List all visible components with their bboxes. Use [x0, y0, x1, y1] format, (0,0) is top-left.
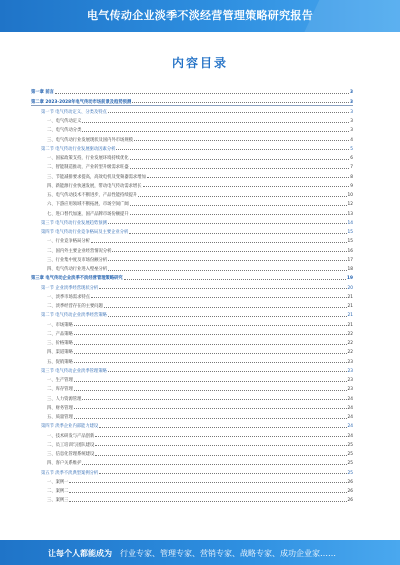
- toc-entry-page: 24: [347, 405, 353, 411]
- toc-entry-page: 3: [350, 99, 353, 105]
- toc-entry-title: 第一节 企业淡季经营现状分析: [41, 285, 99, 291]
- footer-slogan-lead: 让每个人都能成为: [48, 549, 112, 558]
- toc-entry-page: 16: [347, 248, 353, 254]
- toc-leader-dots: [69, 492, 346, 493]
- toc-entry-title: 六、下游应用领域不断拓展，市场空间广阔: [47, 202, 129, 208]
- toc-leader-dots: [95, 436, 346, 437]
- toc-entry-title: 三、案例三: [47, 498, 69, 504]
- toc-leader-dots: [82, 122, 349, 123]
- toc-entry-page: 22: [347, 350, 353, 356]
- toc-entry-title: 第三节 电气传动企业淡季管理策略: [41, 368, 107, 374]
- toc-leader-dots: [95, 455, 346, 456]
- toc-leader-dots: [55, 93, 349, 94]
- toc-entry[interactable]: [31, 392, 353, 401]
- toc-entry-page: 21: [347, 322, 353, 328]
- toc-entry-title: 第三章 电气传动企业淡季不淡经营管理策略研究: [31, 276, 123, 282]
- toc-entry-title: 二、电气传动分类: [47, 128, 82, 134]
- toc-entry-page: 13: [347, 211, 353, 217]
- toc-entry[interactable]: [31, 309, 353, 318]
- toc-entry-title: 三、信息化管理系统建设: [47, 452, 95, 457]
- toc-entry-title: 四、财务管理: [47, 405, 73, 411]
- toc-entry-page: 14: [347, 220, 353, 226]
- toc-entry-title: 第二章 2023-2028年电气传动市场前景及趋势预测: [31, 99, 132, 105]
- toc-heading: 内容目录: [171, 56, 228, 70]
- toc-entry-page: 9: [350, 183, 353, 189]
- toc-entry-title: 第三节 电气传动行业发展趋势预测: [41, 220, 107, 226]
- toc-entry-title: 第一节 电气传动定义、分类及特点: [41, 109, 107, 115]
- toc-entry-page: 21: [347, 304, 353, 309]
- toc-entry-page: 15: [347, 239, 353, 245]
- toc-entry-page: 22: [347, 341, 353, 346]
- toc-entry-page: 3: [350, 119, 353, 124]
- toc-entry-title: 五、质量管理: [47, 415, 73, 420]
- toc-entry[interactable]: [31, 355, 353, 364]
- toc-entry-title: 一、电气传动定义: [47, 119, 82, 124]
- footer-slogan: [48, 548, 336, 559]
- toc-leader-dots: [74, 353, 347, 354]
- toc-leader-dots: [99, 427, 346, 428]
- toc-entry-title: 第一章 前言: [31, 90, 54, 96]
- toc-leader-dots: [132, 102, 349, 103]
- toc-entry-title: 三、电气传动行业发展现状及国内外市场规模: [47, 137, 133, 143]
- toc-entry-title: 二、产品策略: [47, 331, 73, 337]
- toc-entry-title: 三、节能减排要求提高，高效电机及变频器需求增加: [47, 174, 146, 180]
- report-header-banner: [0, 0, 400, 32]
- toc-entry[interactable]: [31, 124, 353, 133]
- table-of-contents: [31, 86, 353, 503]
- toc-entry[interactable]: [31, 235, 353, 244]
- toc-leader-dots: [129, 233, 346, 234]
- toc-entry-title: 四、电气传动行业进入壁垒分析: [47, 267, 108, 272]
- toc-entry[interactable]: [31, 429, 353, 438]
- toc-entry-page: 26: [347, 479, 353, 485]
- toc-leader-dots: [147, 177, 349, 178]
- toc-entry[interactable]: [31, 272, 353, 281]
- toc-entry-page: 3: [350, 128, 353, 134]
- toc-entry-title: 二、员工培训与团队建设: [47, 442, 95, 448]
- toc-entry[interactable]: [31, 226, 353, 235]
- toc-leader-dots: [74, 334, 347, 335]
- toc-entry[interactable]: [31, 485, 353, 494]
- report-title: 电气传动企业淡季不淡经营管理策略研究报告: [87, 9, 313, 22]
- toc-entry[interactable]: [31, 161, 353, 170]
- toc-entry-title: 一、案例一: [47, 479, 69, 485]
- toc-leader-dots: [130, 214, 347, 215]
- toc-leader-dots: [91, 242, 347, 243]
- toc-entry[interactable]: [31, 318, 353, 327]
- toc-leader-dots: [74, 362, 347, 363]
- toc-entry[interactable]: [31, 300, 353, 309]
- toc-entry[interactable]: [31, 217, 353, 226]
- toc-entry[interactable]: [31, 476, 353, 485]
- toc-entry-page: 20: [347, 285, 353, 291]
- toc-entry[interactable]: [31, 374, 353, 383]
- toc-entry-page: 17: [347, 257, 353, 263]
- toc-leader-dots: [99, 288, 346, 289]
- toc-entry[interactable]: [31, 328, 353, 337]
- toc-leader-dots: [99, 473, 346, 474]
- toc-entry[interactable]: [31, 383, 353, 392]
- toc-entry-page: 8: [350, 174, 353, 180]
- toc-entry-page: 25: [347, 461, 353, 467]
- toc-leader-dots: [74, 418, 347, 419]
- toc-leader-dots: [104, 307, 347, 308]
- toc-entry-title: 二、案例二: [47, 489, 69, 494]
- toc-entry-page: 23: [347, 378, 353, 383]
- toc-leader-dots: [69, 501, 346, 502]
- toc-leader-dots: [108, 371, 347, 372]
- toc-leader-dots: [134, 140, 349, 141]
- footer-banner: [0, 540, 400, 565]
- toc-leader-dots: [74, 408, 347, 409]
- toc-entry-page: 19: [347, 276, 353, 282]
- toc-leader-dots: [116, 149, 349, 150]
- toc-entry-title: 二、库存管理: [47, 387, 73, 393]
- toc-entry-page: 22: [347, 331, 353, 337]
- toc-entry-title: 一、国家政策支持，行业发展环境持续优化: [47, 156, 129, 161]
- toc-leader-dots: [130, 159, 350, 160]
- toc-entry-title: 二、淡季经营存在的主要问题: [47, 304, 103, 309]
- toc-entry[interactable]: [31, 281, 353, 290]
- toc-entry-title: 七、进口替代加速，国产品牌市场份额提升: [47, 211, 129, 217]
- toc-leader-dots: [82, 131, 349, 132]
- toc-entry[interactable]: [31, 466, 353, 475]
- toc-entry[interactable]: [31, 244, 353, 253]
- toc-entry[interactable]: [31, 180, 353, 189]
- toc-entry-page: 6: [350, 156, 353, 161]
- toc-entry-page: 4: [350, 137, 353, 143]
- toc-leader-dots: [130, 168, 350, 169]
- toc-leader-dots: [108, 223, 347, 224]
- toc-entry[interactable]: [31, 448, 353, 457]
- toc-entry-page: 24: [347, 396, 353, 402]
- toc-leader-dots: [74, 325, 347, 326]
- toc-entry-title: 二、智能制造推动，产业转型升级需求旺盛: [47, 165, 129, 171]
- toc-leader-dots: [130, 205, 347, 206]
- toc-leader-dots: [74, 390, 347, 391]
- toc-leader-dots: [74, 344, 347, 345]
- toc-entry-title: 第二节 电气传动行业发展驱动因素分析: [41, 146, 116, 152]
- toc-entry-page: 21: [347, 294, 353, 300]
- toc-leader-dots: [112, 251, 346, 252]
- toc-entry[interactable]: [31, 337, 353, 346]
- toc-entry-title: 一、市场策略: [47, 322, 73, 328]
- toc-entry-page: 10: [347, 193, 353, 198]
- toc-entry-page: 23: [347, 387, 353, 393]
- toc-leader-dots: [108, 316, 347, 317]
- toc-entry[interactable]: [31, 457, 353, 466]
- toc-entry-title: 三、行业集中度及市场份额分析: [47, 257, 108, 263]
- toc-entry[interactable]: [31, 106, 353, 115]
- toc-entry[interactable]: [31, 152, 353, 161]
- toc-entry-page: 25: [347, 442, 353, 448]
- toc-leader-dots: [82, 399, 346, 400]
- toc-leader-dots: [138, 196, 346, 197]
- toc-entry-page: 15: [347, 230, 353, 235]
- toc-entry-title: 一、行业竞争格局分析: [47, 239, 90, 245]
- toc-entry-page: 18: [347, 267, 353, 272]
- toc-entry-page: 3: [350, 90, 353, 96]
- toc-entry-title: 五、电气传动技术不断进步，产品性能持续提升: [47, 193, 138, 198]
- toc-entry[interactable]: [31, 494, 353, 503]
- toc-entry[interactable]: [31, 189, 353, 198]
- toc-entry-page: 5: [350, 146, 353, 152]
- toc-entry[interactable]: [31, 263, 353, 272]
- toc-entry-title: 四、渠道策略: [47, 350, 73, 356]
- toc-entry[interactable]: [31, 207, 353, 216]
- toc-entry[interactable]: [31, 86, 353, 95]
- toc-entry[interactable]: [31, 346, 353, 355]
- toc-entry-page: 24: [347, 433, 353, 439]
- toc-entry[interactable]: [31, 411, 353, 420]
- toc-entry-title: 一、生产管理: [47, 378, 73, 383]
- toc-entry-title: 第五节 淡季不淡典型案例分析: [41, 470, 99, 476]
- toc-leader-dots: [82, 464, 346, 465]
- toc-entry[interactable]: [31, 402, 353, 411]
- toc-entry[interactable]: [31, 291, 353, 300]
- toc-entry-page: 24: [347, 424, 353, 430]
- toc-leader-dots: [108, 270, 346, 271]
- toc-entry[interactable]: [31, 95, 353, 105]
- toc-entry[interactable]: [31, 198, 353, 207]
- toc-entry-title: 四、新能源行业快速发展，带动电气传动需求增长: [47, 183, 142, 189]
- toc-entry[interactable]: [31, 143, 353, 152]
- toc-entry-page: 23: [347, 359, 353, 365]
- toc-entry-page: 12: [347, 202, 353, 208]
- toc-entry[interactable]: [31, 439, 353, 448]
- toc-leader-dots: [74, 381, 347, 382]
- toc-entry-page: 25: [347, 452, 353, 457]
- toc-entry-page: 21: [347, 313, 353, 319]
- toc-leader-dots: [95, 445, 346, 446]
- toc-leader-dots: [124, 279, 346, 280]
- toc-entry-page: 25: [347, 470, 353, 476]
- toc-entry[interactable]: [31, 365, 353, 374]
- toc-entry-page: 24: [347, 415, 353, 420]
- toc-entry-title: 第四节 电气传动行业竞争格局及主要企业分析: [41, 230, 129, 235]
- toc-entry-title: 四、客户关系维护: [47, 461, 82, 467]
- toc-entry[interactable]: [31, 170, 353, 179]
- toc-entry[interactable]: [31, 254, 353, 263]
- toc-entry-title: 三、价格策略: [47, 341, 73, 346]
- toc-entry-page: 26: [347, 489, 353, 494]
- toc-leader-dots: [108, 260, 346, 261]
- toc-entry-title: 一、淡季市场需求特点: [47, 294, 90, 300]
- toc-entry-title: 第二节 电气传动企业淡季经营策略: [41, 313, 107, 319]
- footer-slogan-roles: 行业专家、管理专家、营销专家、战略专家、成功企业家……: [120, 549, 336, 558]
- toc-entry-title: 第四节 淡季企业内部能力建设: [41, 424, 99, 430]
- toc-entry[interactable]: [31, 133, 353, 142]
- toc-entry[interactable]: [31, 115, 353, 124]
- toc-entry-title: 二、国内外主要企业经营情况分析: [47, 248, 112, 254]
- toc-leader-dots: [91, 297, 347, 298]
- toc-leader-dots: [69, 482, 346, 483]
- toc-leader-dots: [108, 112, 349, 113]
- toc-entry-page: 7: [350, 165, 353, 171]
- toc-entry-title: 三、人力资源管理: [47, 396, 82, 402]
- toc-entry-title: 五、促销策略: [47, 359, 73, 365]
- toc-leader-dots: [143, 186, 350, 187]
- toc-entry-page: 23: [347, 368, 353, 374]
- toc-entry[interactable]: [31, 420, 353, 429]
- toc-entry-title: 一、技术研发与产品创新: [47, 433, 95, 439]
- toc-entry-page: 3: [350, 109, 353, 115]
- toc-entry-page: 26: [347, 498, 353, 504]
